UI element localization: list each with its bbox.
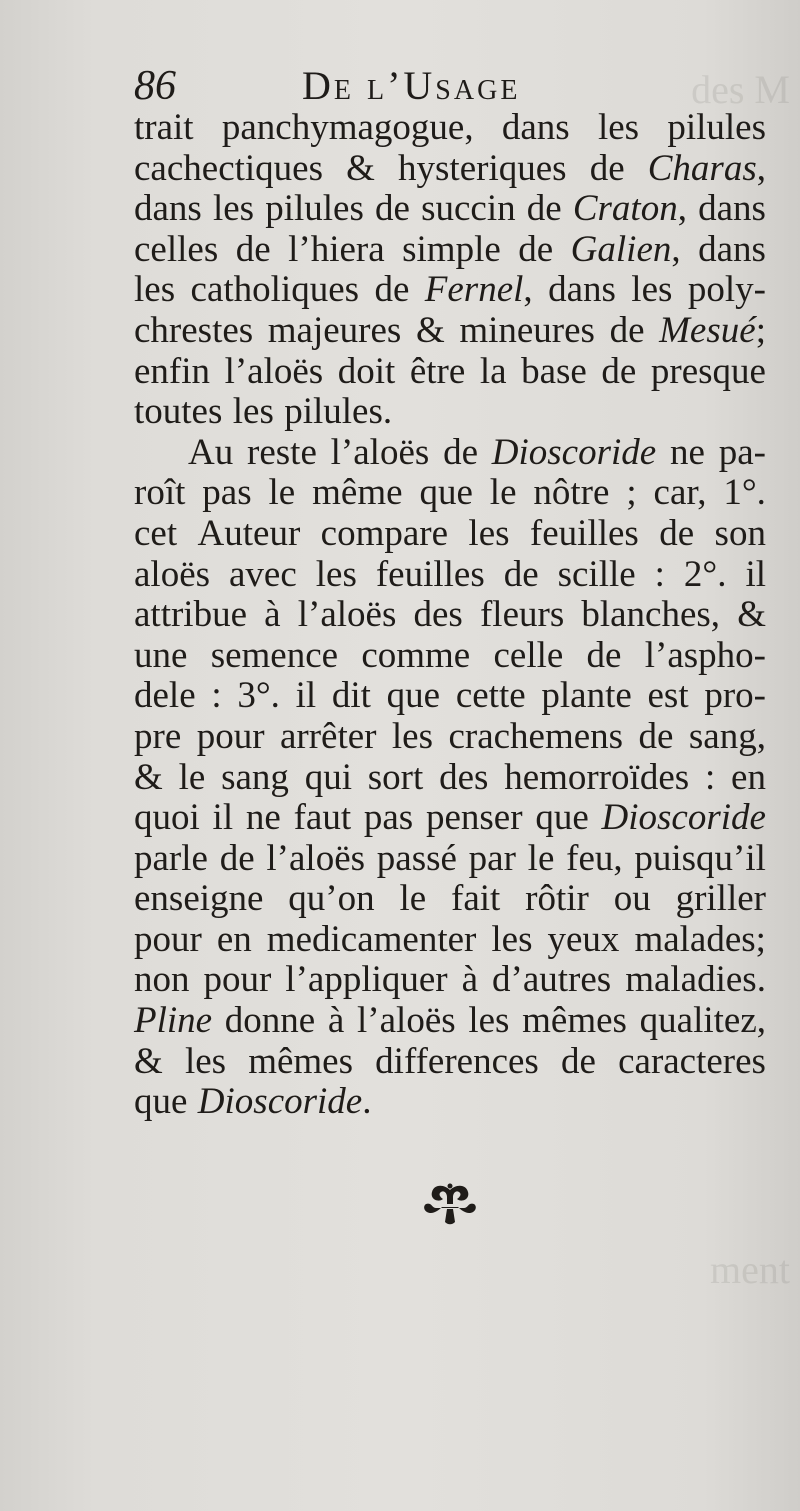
text-line bbox=[134, 270, 766, 311]
word: les bbox=[468, 512, 510, 554]
word: semence bbox=[210, 634, 339, 676]
word: pilules bbox=[667, 107, 766, 148]
word: il bbox=[745, 553, 766, 595]
word: : bbox=[211, 675, 222, 717]
word: les bbox=[491, 918, 533, 960]
word: crachemens bbox=[448, 715, 624, 757]
word: sang bbox=[221, 756, 289, 798]
word: arrêter bbox=[279, 715, 377, 757]
text-line bbox=[134, 879, 766, 920]
word: 1°. bbox=[723, 472, 766, 514]
word: 3°. bbox=[237, 675, 280, 717]
word: malades; bbox=[634, 918, 766, 960]
word: plante bbox=[541, 675, 632, 717]
text-line bbox=[134, 758, 766, 799]
word: cachectiques bbox=[134, 147, 323, 189]
word: qu’on bbox=[288, 878, 375, 920]
word: son bbox=[714, 512, 766, 554]
fleuron-ornament-icon bbox=[420, 1182, 480, 1226]
word: de bbox=[235, 228, 271, 270]
page-header bbox=[134, 62, 766, 112]
word: Craton, bbox=[572, 188, 687, 230]
word: Charas, bbox=[647, 147, 766, 189]
text-line bbox=[134, 555, 766, 596]
word: comme bbox=[361, 634, 471, 676]
word: que bbox=[134, 1081, 188, 1123]
word: il bbox=[295, 675, 317, 717]
word: feu, bbox=[566, 837, 623, 879]
word: Dioscoride bbox=[601, 797, 766, 839]
word: dans bbox=[134, 188, 202, 230]
word: ; bbox=[626, 472, 637, 514]
word: catholiques bbox=[190, 269, 360, 311]
word: les bbox=[391, 715, 434, 757]
word: l’aspho- bbox=[644, 634, 766, 676]
word: dele bbox=[134, 675, 196, 717]
word: pour bbox=[134, 918, 202, 960]
word: le bbox=[527, 837, 555, 879]
word: medicamenter bbox=[266, 918, 477, 960]
word: les bbox=[232, 391, 274, 433]
text-line bbox=[134, 676, 766, 717]
word: il bbox=[212, 797, 234, 839]
text-line bbox=[134, 798, 766, 839]
word: 2°. bbox=[683, 553, 727, 595]
word: doit bbox=[337, 350, 396, 392]
word: cette bbox=[455, 675, 526, 717]
word: fait bbox=[451, 878, 501, 920]
text-line bbox=[134, 311, 766, 352]
text-line bbox=[134, 960, 766, 1001]
word: presque bbox=[650, 350, 766, 392]
word: pa- bbox=[718, 431, 766, 473]
word: mêmes bbox=[248, 1040, 354, 1082]
word: les bbox=[597, 107, 640, 148]
text-line bbox=[134, 595, 766, 636]
body-text bbox=[134, 108, 766, 1123]
word: le bbox=[489, 472, 517, 514]
word: dans bbox=[548, 269, 616, 311]
word: ne bbox=[670, 431, 705, 473]
text-line bbox=[134, 392, 766, 433]
word: les bbox=[134, 269, 176, 311]
word: de bbox=[561, 1040, 596, 1082]
word: de bbox=[589, 147, 625, 189]
word: de bbox=[219, 837, 255, 879]
word: blanches, bbox=[581, 594, 721, 636]
word: dans bbox=[698, 228, 766, 270]
word: les bbox=[468, 1000, 510, 1042]
word: de bbox=[638, 715, 674, 757]
word: le bbox=[268, 472, 296, 514]
word: les bbox=[212, 188, 255, 230]
show-through-text: des M bbox=[691, 67, 790, 112]
word: des bbox=[413, 594, 463, 636]
word: pour bbox=[203, 959, 272, 1001]
word: l’aloës bbox=[357, 1000, 456, 1042]
word: en bbox=[731, 756, 766, 798]
word: trait bbox=[134, 107, 194, 148]
word: caracteres bbox=[618, 1040, 766, 1082]
word: à bbox=[461, 959, 479, 1001]
text-line bbox=[134, 473, 766, 514]
word: pro- bbox=[704, 675, 766, 717]
word: parle bbox=[134, 837, 208, 879]
word: toutes bbox=[134, 391, 223, 433]
word: pre bbox=[134, 715, 182, 757]
show-through-text: ment bbox=[710, 1247, 790, 1292]
word: dans bbox=[698, 188, 766, 230]
word: compare bbox=[320, 512, 449, 554]
word: reste bbox=[247, 431, 317, 473]
word: Dioscoride bbox=[491, 431, 657, 473]
word: passé bbox=[376, 837, 457, 879]
word: des bbox=[439, 756, 489, 798]
word: & bbox=[134, 1040, 163, 1082]
word: ne bbox=[245, 797, 281, 839]
word: puisqu’il bbox=[634, 837, 766, 879]
word: les bbox=[184, 1040, 227, 1082]
word: pour bbox=[196, 715, 265, 757]
word: de bbox=[443, 431, 478, 473]
word: faut bbox=[293, 797, 352, 839]
word: pas bbox=[363, 797, 414, 839]
text-line bbox=[134, 717, 766, 758]
word: Auteur bbox=[197, 512, 301, 554]
word: base bbox=[521, 350, 587, 392]
word: de bbox=[586, 634, 622, 676]
word: nôtre bbox=[533, 472, 610, 514]
word: car, bbox=[653, 472, 707, 514]
word: Galien, bbox=[570, 228, 681, 270]
page-number: 86 bbox=[134, 63, 176, 109]
word: de bbox=[601, 350, 637, 392]
word: qualitez, bbox=[639, 1000, 766, 1042]
paragraph-1 bbox=[134, 108, 766, 433]
word: & bbox=[415, 309, 445, 351]
text-line bbox=[134, 189, 766, 230]
word: celle bbox=[493, 634, 564, 676]
paragraph-2 bbox=[134, 433, 766, 1123]
text-line bbox=[134, 636, 766, 677]
word: les bbox=[631, 269, 673, 311]
word: hysteriques bbox=[398, 147, 567, 189]
word: fleurs bbox=[479, 594, 565, 636]
word: qui bbox=[304, 756, 352, 798]
word: quoi bbox=[134, 797, 200, 839]
word: est bbox=[647, 675, 689, 717]
word: que bbox=[386, 675, 441, 717]
word: à bbox=[264, 594, 281, 636]
text-line bbox=[134, 108, 766, 149]
word: de bbox=[518, 228, 554, 270]
word: les bbox=[315, 553, 357, 595]
word: simple bbox=[402, 228, 501, 270]
word: attribue bbox=[134, 594, 248, 636]
word: sang, bbox=[688, 715, 766, 757]
word: Pline bbox=[134, 1000, 213, 1042]
word: & bbox=[134, 756, 163, 798]
word: pas bbox=[202, 472, 252, 514]
word: aloës bbox=[134, 553, 211, 595]
word: majeures bbox=[267, 309, 402, 351]
word: l’aloës bbox=[330, 431, 430, 473]
word: yeux bbox=[547, 918, 620, 960]
word: l’appliquer bbox=[285, 959, 448, 1001]
word: : bbox=[704, 756, 716, 798]
word: Dioscoride. bbox=[197, 1081, 372, 1123]
word: enseigne bbox=[134, 878, 264, 920]
word: l’hiera bbox=[288, 228, 385, 270]
word: le bbox=[399, 878, 427, 920]
word: hemorroïdes bbox=[504, 756, 690, 798]
text-line bbox=[134, 433, 766, 474]
word: par bbox=[468, 837, 516, 879]
word: être bbox=[409, 350, 466, 392]
word: & bbox=[346, 147, 375, 189]
word: mêmes bbox=[522, 1000, 627, 1042]
text-line bbox=[134, 514, 766, 555]
word: panchymagogue, bbox=[221, 107, 474, 148]
word: poly- bbox=[687, 269, 766, 311]
text-line bbox=[134, 839, 766, 880]
word: feuilles bbox=[529, 512, 639, 554]
word: differences bbox=[375, 1040, 539, 1082]
text-line bbox=[134, 230, 766, 271]
text-line bbox=[134, 1082, 766, 1123]
word: de bbox=[609, 309, 645, 351]
word: que bbox=[535, 797, 589, 839]
word: Au bbox=[188, 431, 234, 473]
text-line bbox=[134, 920, 766, 961]
word: scille bbox=[557, 553, 636, 595]
word: : bbox=[654, 553, 665, 595]
word: de bbox=[375, 188, 410, 230]
word: dans bbox=[501, 107, 570, 148]
word: d’autres bbox=[492, 959, 612, 1001]
word: & bbox=[737, 594, 766, 636]
word: roît bbox=[134, 472, 186, 514]
text-line bbox=[134, 149, 766, 190]
word: feuilles bbox=[375, 553, 485, 595]
word: non bbox=[134, 959, 190, 1001]
word: celles bbox=[134, 228, 219, 270]
word: que bbox=[419, 472, 473, 514]
word: de bbox=[526, 188, 562, 230]
word: maladies. bbox=[625, 959, 766, 1001]
text-line bbox=[134, 352, 766, 393]
word: Fernel, bbox=[424, 269, 533, 311]
word: cet bbox=[134, 512, 178, 554]
word: de bbox=[503, 553, 539, 595]
word: même bbox=[312, 472, 403, 514]
word: avec bbox=[229, 553, 297, 595]
word: Mesué; bbox=[659, 309, 766, 351]
word: la bbox=[479, 350, 507, 392]
word: sort bbox=[367, 756, 424, 798]
running-title: De l’Usage bbox=[302, 63, 521, 108]
text-line bbox=[134, 1001, 766, 1042]
word: penser bbox=[425, 797, 523, 839]
word: mineures bbox=[459, 309, 595, 351]
text-line bbox=[134, 1042, 766, 1083]
word: pilules bbox=[265, 188, 364, 230]
word: le bbox=[178, 756, 206, 798]
word: griller bbox=[675, 878, 766, 920]
word: succin bbox=[421, 188, 516, 230]
word: en bbox=[216, 918, 252, 960]
word: donne bbox=[224, 1000, 316, 1042]
word: à bbox=[327, 1000, 345, 1042]
word: l’aloës bbox=[224, 350, 324, 392]
word: de bbox=[659, 512, 695, 554]
word: dit bbox=[331, 675, 371, 717]
word: pilules. bbox=[284, 391, 393, 433]
word: chrestes bbox=[134, 309, 254, 351]
word: l’aloës bbox=[266, 837, 366, 879]
word: enfin bbox=[134, 350, 211, 392]
word: ou bbox=[613, 878, 651, 920]
word: rôtir bbox=[525, 878, 589, 920]
word: l’aloës bbox=[297, 594, 397, 636]
word: de bbox=[374, 269, 410, 311]
word: une bbox=[134, 634, 188, 676]
